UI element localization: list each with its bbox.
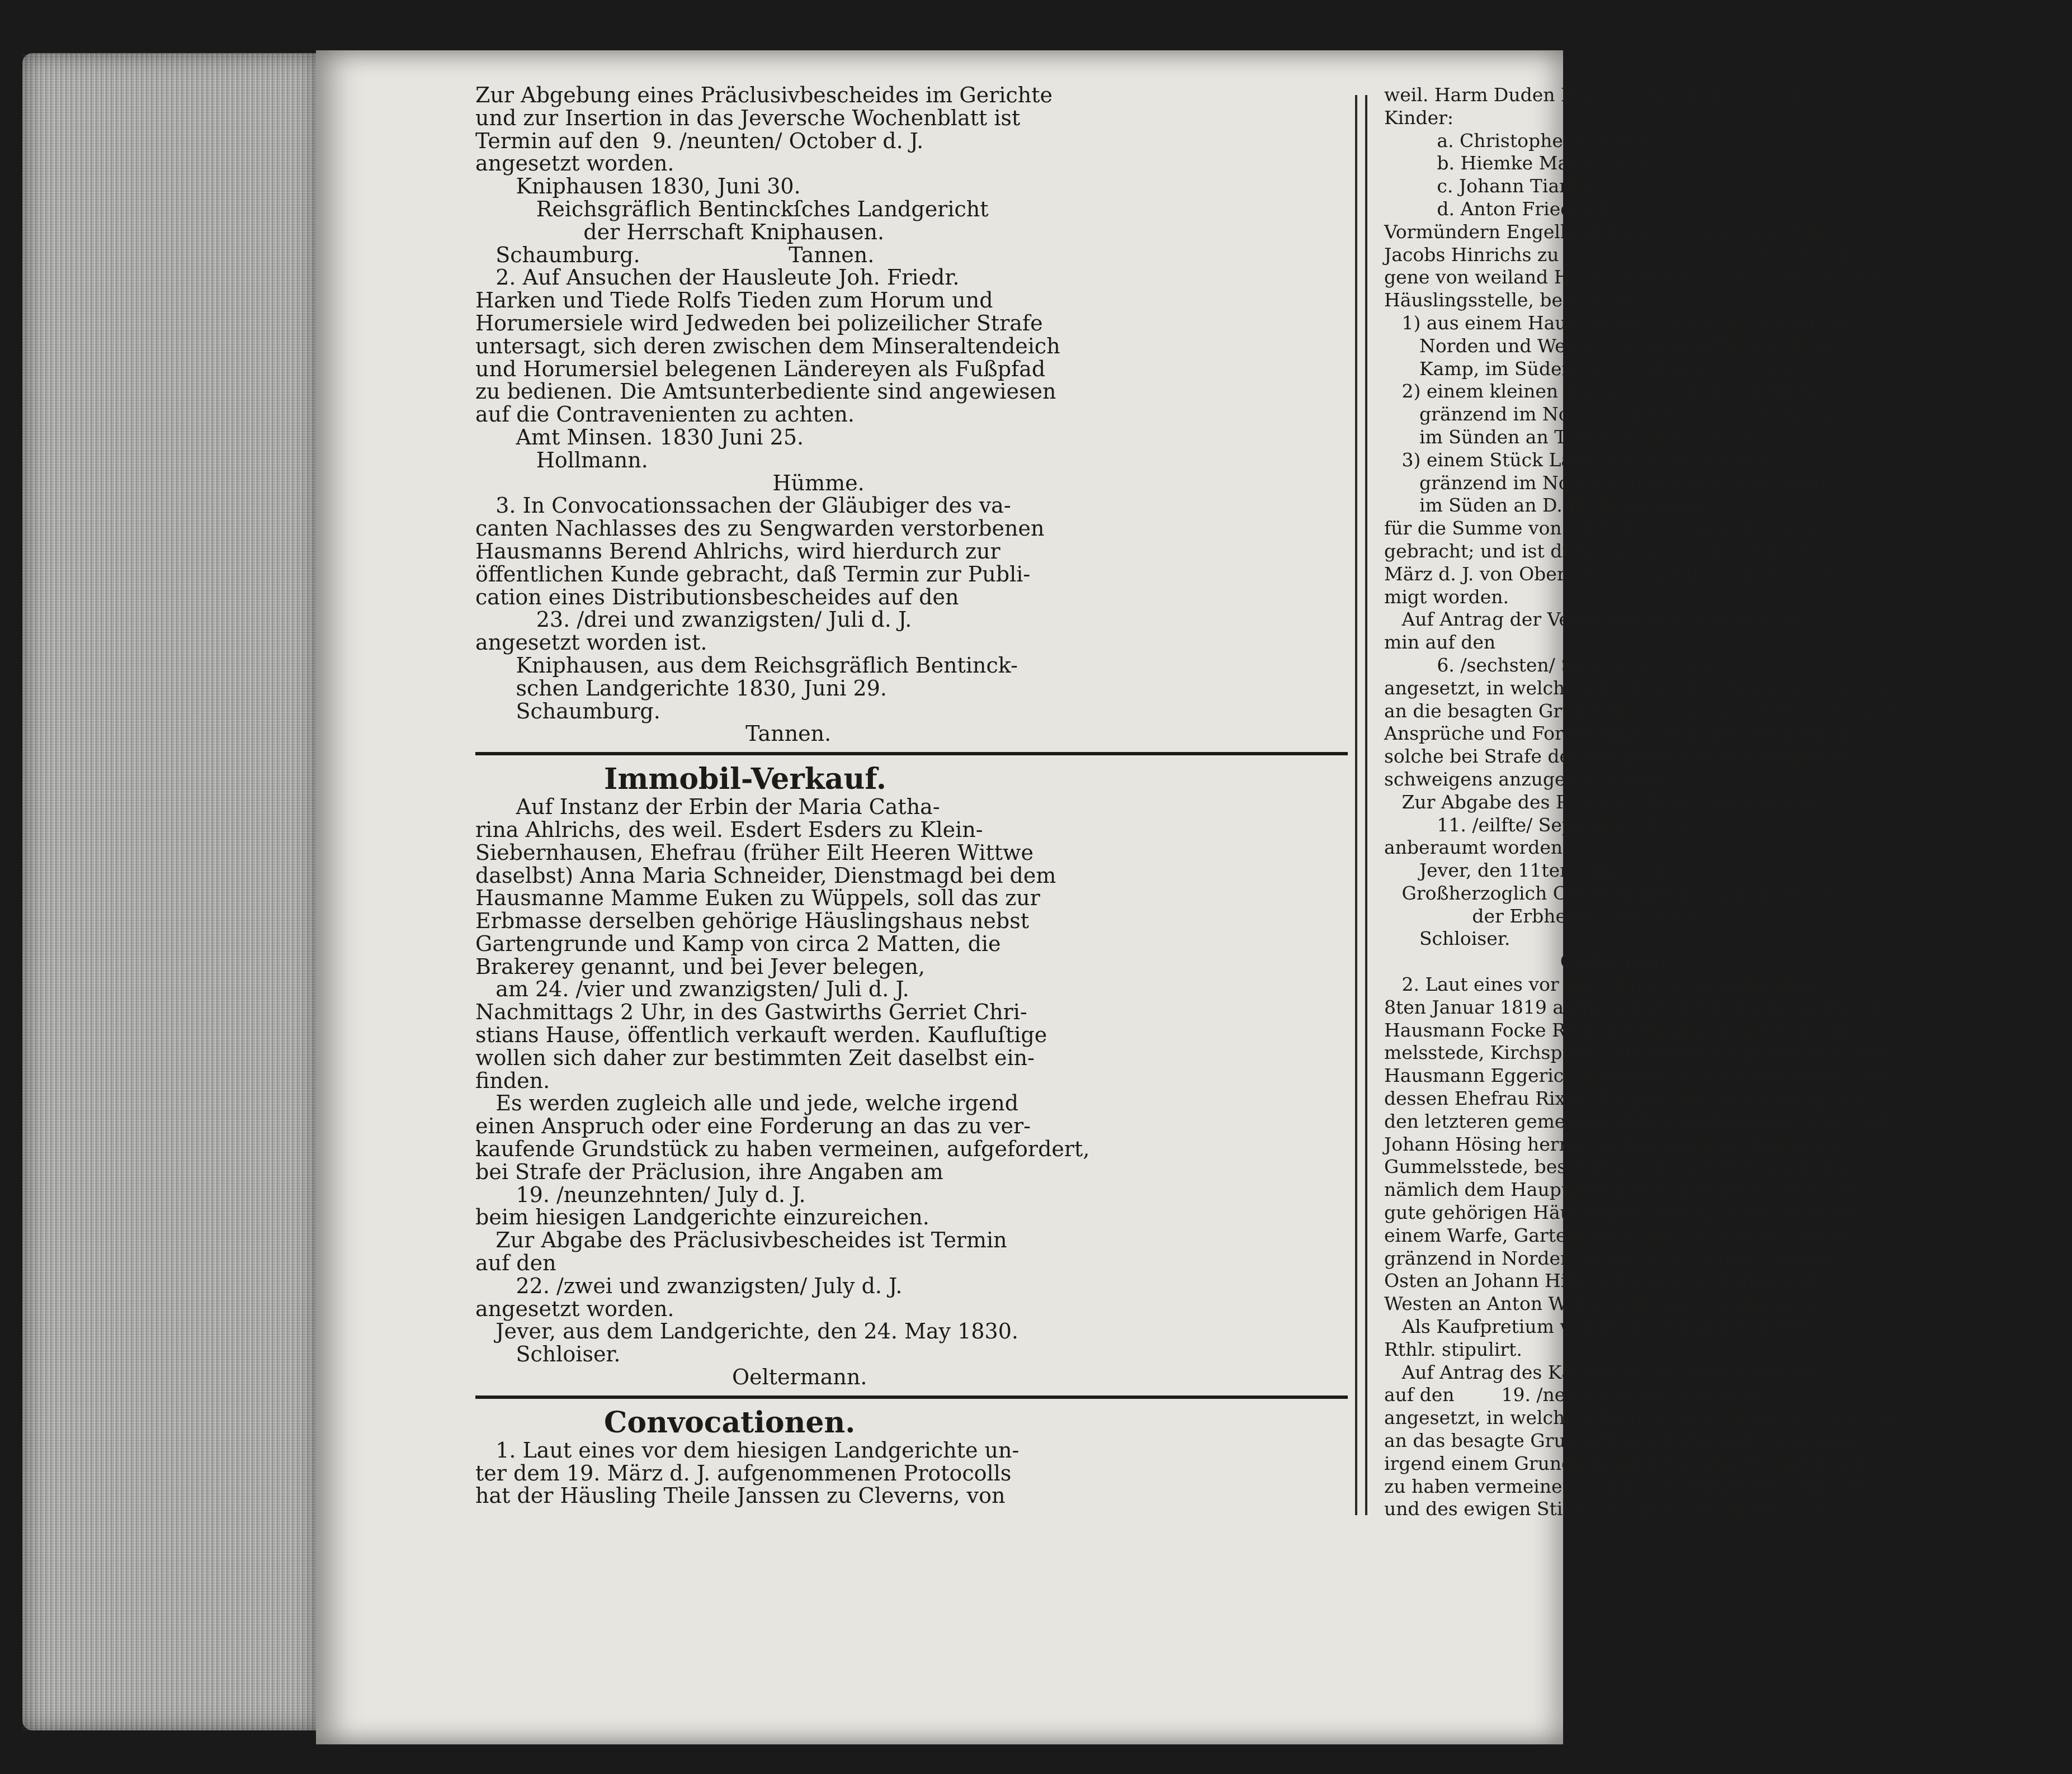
- text-line: daselbst) Anna Maria Schneider, Dienstmagd bei dem: [475, 863, 1056, 888]
- text-line: Schloiser.: [1384, 928, 1511, 950]
- text-line: kaufende Grundstück zu haben vermeinen, aufgefordert,: [475, 1137, 1090, 1162]
- text-line: Oeltermann.: [475, 1365, 867, 1390]
- text-line: migt worden.: [1384, 585, 1509, 608]
- text-line: 8ten Januar 1819 aufgerichteten Contracts kaufte der: [1384, 996, 1891, 1018]
- text-line: 11. /eilfte/ September 1830: [1384, 813, 1694, 836]
- text-line: angesetzt worden ist.: [475, 630, 707, 655]
- text-line: bei Strafe der Präclusion, ihre Angaben am: [475, 1159, 943, 1184]
- text-line: Erbmasse derselben gehörige Häuslingshaus nebst: [475, 909, 1029, 934]
- section-title: Convocationen.: [604, 1405, 856, 1440]
- text-line: Hausmann Eggerich Mammen zu Gummelsstede, und: [1384, 1065, 1889, 1087]
- text-line: Gartengrunde und Kamp von circa 2 Matten, die: [475, 931, 1001, 956]
- text-line: 2) einem kleinen Kampe von pl. m. 1/4 Matt,: [1384, 380, 1819, 403]
- text-line: Hausmann Focke Reinders Baumann, jetzt zu Gum-: [1384, 1019, 1867, 1041]
- text-line: Zur Abgabe des Präclusiv-Bescheides ist der: [1384, 791, 1820, 813]
- text-line: anberaumt worden.: [1384, 836, 1569, 859]
- text-line: Rthlr. stipulirt.: [1384, 1338, 1522, 1360]
- text-line: Reichsgräflich Bentinckſches Landgericht: [475, 196, 989, 221]
- text-line: gränzend im Norden an Eilert Ulrichs Haus,: [1384, 403, 1834, 425]
- text-line: dessen Ehefrau Rixte Margarethe, geb. Hösing, ein: [1384, 1087, 1866, 1110]
- text-line: 3) einem Stück Land von pl. m. 3/4 Matt,: [1384, 448, 1786, 471]
- text-line: Schaumburg. Tannen.: [475, 242, 875, 267]
- text-line: auf die Contravenienten zu achten.: [475, 402, 855, 427]
- text-line: für die Summe von „400 ℛ — ℋ“ käuflich an sich: [1384, 517, 1844, 540]
- text-line: zu haben vermeinen, solche bei Strafe des Verlustes: [1384, 1475, 1874, 1497]
- text-line: Schloiser.: [475, 1342, 621, 1367]
- text-line: beim hiesigen Landgerichte einzureichen.: [475, 1205, 929, 1230]
- text-line: und Horumersiel belegenen Ländereyen als Fußpfad: [475, 356, 1046, 381]
- text-line: gränzend im Norden an den gemeinen Weg,: [1384, 471, 1832, 494]
- text-line: an die besagten Grundstücke aus irgend einem Grunde: [1384, 699, 1903, 722]
- column-divider: [1355, 95, 1367, 1515]
- text-line: Westen an Anton Wilhelm Eucken Ländereyen.: [1384, 1293, 1823, 1315]
- text-line: und des ewigen Stillschweigens anzugeben haben.: [1384, 1498, 1860, 1520]
- text-line: solche bei Strafe des Verlustes und des ewigen Still-: [1384, 745, 1875, 768]
- book-page-edges: [22, 53, 319, 1730]
- text-line: 3. In Convocationssachen der Gläubiger des va-: [475, 493, 1011, 518]
- text-line: Jacobs Hinrichs zu Cleverns, eine zu Cleverns bele-: [1384, 243, 1866, 266]
- right-column: [1384, 84, 2072, 1521]
- text-line: Harken und Tiede Rolfs Tieden zum Horum und: [475, 288, 993, 313]
- text-line: Hollmann.: [475, 447, 648, 472]
- text-line: öffentlichen Kunde gebracht, daß Termin zur Publi-: [475, 561, 1031, 586]
- text-line: Kamp, im Süden an G. Collmann Garten,: [1384, 357, 1800, 380]
- text-line: Großherzoglich Oldenburgisches Landgericht: [1384, 882, 1831, 904]
- text-line: Auf Antrag des Käufers wird hiermit Termin: [1384, 1361, 1815, 1383]
- text-line: März d. J. von Obervormundschafts wegen geneh-: [1384, 562, 1853, 585]
- text-line: Zur Abgabe des Präclusivbescheides ist Termin: [475, 1228, 1007, 1253]
- text-line: angesetzt worden.: [475, 151, 674, 176]
- text-line: Tannen.: [475, 721, 832, 746]
- text-line: wollen sich daher zur bestimmten Zeit daselbst ein-: [475, 1045, 1035, 1070]
- text-line: d. Anton Friedrich,: [1384, 197, 1615, 220]
- text-line: Kinder:: [1384, 106, 1454, 129]
- text-line: stians Hause, öffentlich verkauft werden. Kaufluſtige: [475, 1023, 1047, 1048]
- text-line: im Süden an D. H. Kruse Land,: [1384, 494, 1710, 517]
- text-line: gränzend in Norden an Christian Anton Bleeker, in: [1384, 1247, 1861, 1269]
- text-line: 6. /sechsten/ September 1830: [1384, 654, 1717, 676]
- text-line: 23. /drei und zwanzigsten/ Juli d. J.: [475, 607, 912, 632]
- text-line: irgend einem Grunde Ansprüche oder Forderungen: [1384, 1452, 1867, 1474]
- text-line: Ansprüche und Forderungen zu haben vermeinen,: [1384, 722, 1856, 745]
- text-line: im Sünden an T. W. Cassens Garten,: [1384, 425, 1756, 448]
- text-line: Kniphausen 1830, Juni 30.: [475, 174, 801, 199]
- text-line: der Erbherrschaft Jever.: [1384, 905, 1700, 927]
- text-line: einen Anspruch oder eine Forderung an das zu ver-: [475, 1114, 1031, 1139]
- text-line: schweigens anzugeben haben.: [1384, 768, 1670, 790]
- text-line: Auf Instanz der Erbin der Maria Catha-: [475, 794, 940, 820]
- text-line: rina Ahlrichs, des weil. Esdert Esders zu Klein-: [475, 817, 983, 842]
- text-line: Jever, den 11ten Juny 1830.: [1384, 859, 1678, 882]
- text-line: Norden und Westen an Berend Theilen Kuper: [1384, 334, 1847, 357]
- text-line: c. Johann Tiarks,: [1384, 175, 1595, 197]
- text-line: b. Hiemke Margarethe,: [1384, 152, 1656, 174]
- text-line: Amt Minsen. 1830 Juni 25.: [475, 424, 804, 450]
- document-page: [316, 50, 1903, 1744]
- text-line: Vormündern Engelbart Hinrich Conerus und Berend: [1384, 220, 1876, 243]
- text-line: Kniphausen, aus dem Reichsgräflich Bentinck-: [475, 652, 1018, 678]
- text-line: a. Christopher Rudolph,: [1384, 129, 1662, 152]
- text-line: hat der Häusling Theile Janssen zu Cleverns, von: [475, 1483, 1006, 1508]
- text-line: Häuslingsstelle, bestehend:: [1384, 289, 1644, 311]
- text-line: Brakerey genannt, und bei Jever belegen,: [475, 954, 925, 979]
- text-line: min auf den: [1384, 631, 1496, 654]
- text-line: weil. Harm Duden Franzen Häuslings zu Cleverns,: [1384, 84, 1859, 106]
- text-line: untersagt, sich deren zwischen dem Minseraltendeich: [475, 333, 1060, 358]
- text-line: cation eines Distributionsbescheides auf den: [475, 584, 959, 609]
- text-line: Zur Abgebung eines Präclusivbescheides im Gerichte: [475, 83, 1053, 107]
- text-line: 22. /zwei und zwanzigsten/ July d. J.: [475, 1273, 903, 1298]
- text-line: Nachmittags 2 Uhr, in des Gastwirths Gerriet Chri-: [475, 1000, 1027, 1025]
- text-line: Auf Antrag der Verkäufer wird hier mit Ter-: [1384, 608, 1810, 631]
- text-line: Hümme.: [475, 470, 865, 495]
- section-rule: [475, 752, 1348, 755]
- text-line: schen Landgerichte 1830, Juni 29.: [475, 675, 887, 701]
- text-line: Hausmanns Berend Ahlrichs, wird hierdurch zur: [475, 538, 1000, 564]
- section-rule: [475, 1395, 1348, 1399]
- text-line: Es werden zugleich alle und jede, welche irgend: [475, 1091, 1019, 1116]
- text-line: an das besagte Grundstück mit Zubehörungen aus: [1384, 1430, 1858, 1452]
- text-line: nämlich dem Hauptgebäude und einer zu dem Land-: [1384, 1179, 1877, 1201]
- text-line: Jever, aus dem Landgerichte, den 24. May 1830.: [475, 1319, 1018, 1344]
- text-line: ter dem 19. März d. J. aufgenommenen Protocolls: [475, 1460, 1012, 1486]
- text-line: zu bedienen. Die Amtsunterbediente sind angewiesen: [475, 379, 1056, 404]
- text-line: der Herrschaft Kniphausen.: [475, 219, 885, 244]
- text-line: angesetzt worden.: [475, 1296, 674, 1321]
- text-line: Als Kaufpretium wurde die Summe von 3995: [1384, 1316, 1823, 1338]
- section-title: Immobil-Verkauf.: [604, 762, 886, 797]
- text-line: Hausmanne Mamme Euken zu Wüppels, soll das zur: [475, 886, 1040, 911]
- text-line: Horumersiele wird Jedweden bei polizeilicher Strafe: [475, 310, 1043, 335]
- left-column: [475, 84, 1348, 1507]
- text-line: einem Warfe, Gartengrund und 83 Matten Landes,: [1384, 1224, 1858, 1246]
- text-line: gene von weiland Harm Duden Franzen herrührende: [1384, 266, 1882, 288]
- text-line: angesetzt, in welchem Termine alle diejenigen, welche: [1384, 1407, 1897, 1429]
- text-line: 2. Laut eines vor dem Amte Jever unter dem: [1384, 973, 1818, 996]
- text-line: 2. Auf Ansuchen der Hausleute Joh. Friedr.: [475, 265, 960, 290]
- text-line: gebracht; und ist dieser Verkauf unter dem 3ten: [1384, 540, 1837, 562]
- text-line: am 24. /vier und zwanzigsten/ Juli d. J.: [475, 977, 909, 1002]
- text-line: Oeltermann.: [1384, 950, 1678, 973]
- text-line: gute gehörigen Häuslingswohnung, einer Scheune,: [1384, 1201, 1865, 1224]
- text-line: canten Nachlasses des zu Sengwarden verstorbenen: [475, 516, 1045, 541]
- text-line: Schaumburg.: [475, 698, 660, 723]
- text-line: angesetzt, in welchem Termine alle diejenigen, welche: [1384, 677, 1897, 699]
- text-line: Osten an Johann Hillers Popken, in Süden und: [1384, 1270, 1818, 1292]
- text-line: Siebernhausen, Ehefrau (früher Eilt Heeren Wittwe: [475, 840, 1034, 865]
- text-line: Termin auf den 9. /neunten/ October d. J.: [475, 128, 924, 153]
- text-line: den letzteren gemeinschaftlich zustehendes, von weil.: [1384, 1110, 1892, 1132]
- text-line: Johann Hösing herrührendes Landgut, belegen zu: [1384, 1133, 1853, 1155]
- text-line: auf den 19. /neunzehnten/ July 1830: [1384, 1384, 1765, 1406]
- text-line: auf den: [475, 1251, 556, 1276]
- text-line: 1) aus einem Hause nebst Garten, gränzend im: [1384, 311, 1844, 334]
- text-line: melsstede, Kirchspiels Sillenstede wohnhaft, von dem: [1384, 1042, 1889, 1064]
- text-line: 19. /neunzehnten/ July d. J.: [475, 1182, 806, 1207]
- text-line: und zur Insertion in das Jeversche Wochenblatt ist: [475, 105, 1021, 130]
- text-line: Gummelsstede, bestehend aus zwei Behausungen,: [1384, 1156, 1857, 1178]
- text-line: finden.: [475, 1068, 550, 1093]
- text-line: 1. Laut eines vor dem hiesigen Landgerichte un-: [475, 1437, 1020, 1463]
